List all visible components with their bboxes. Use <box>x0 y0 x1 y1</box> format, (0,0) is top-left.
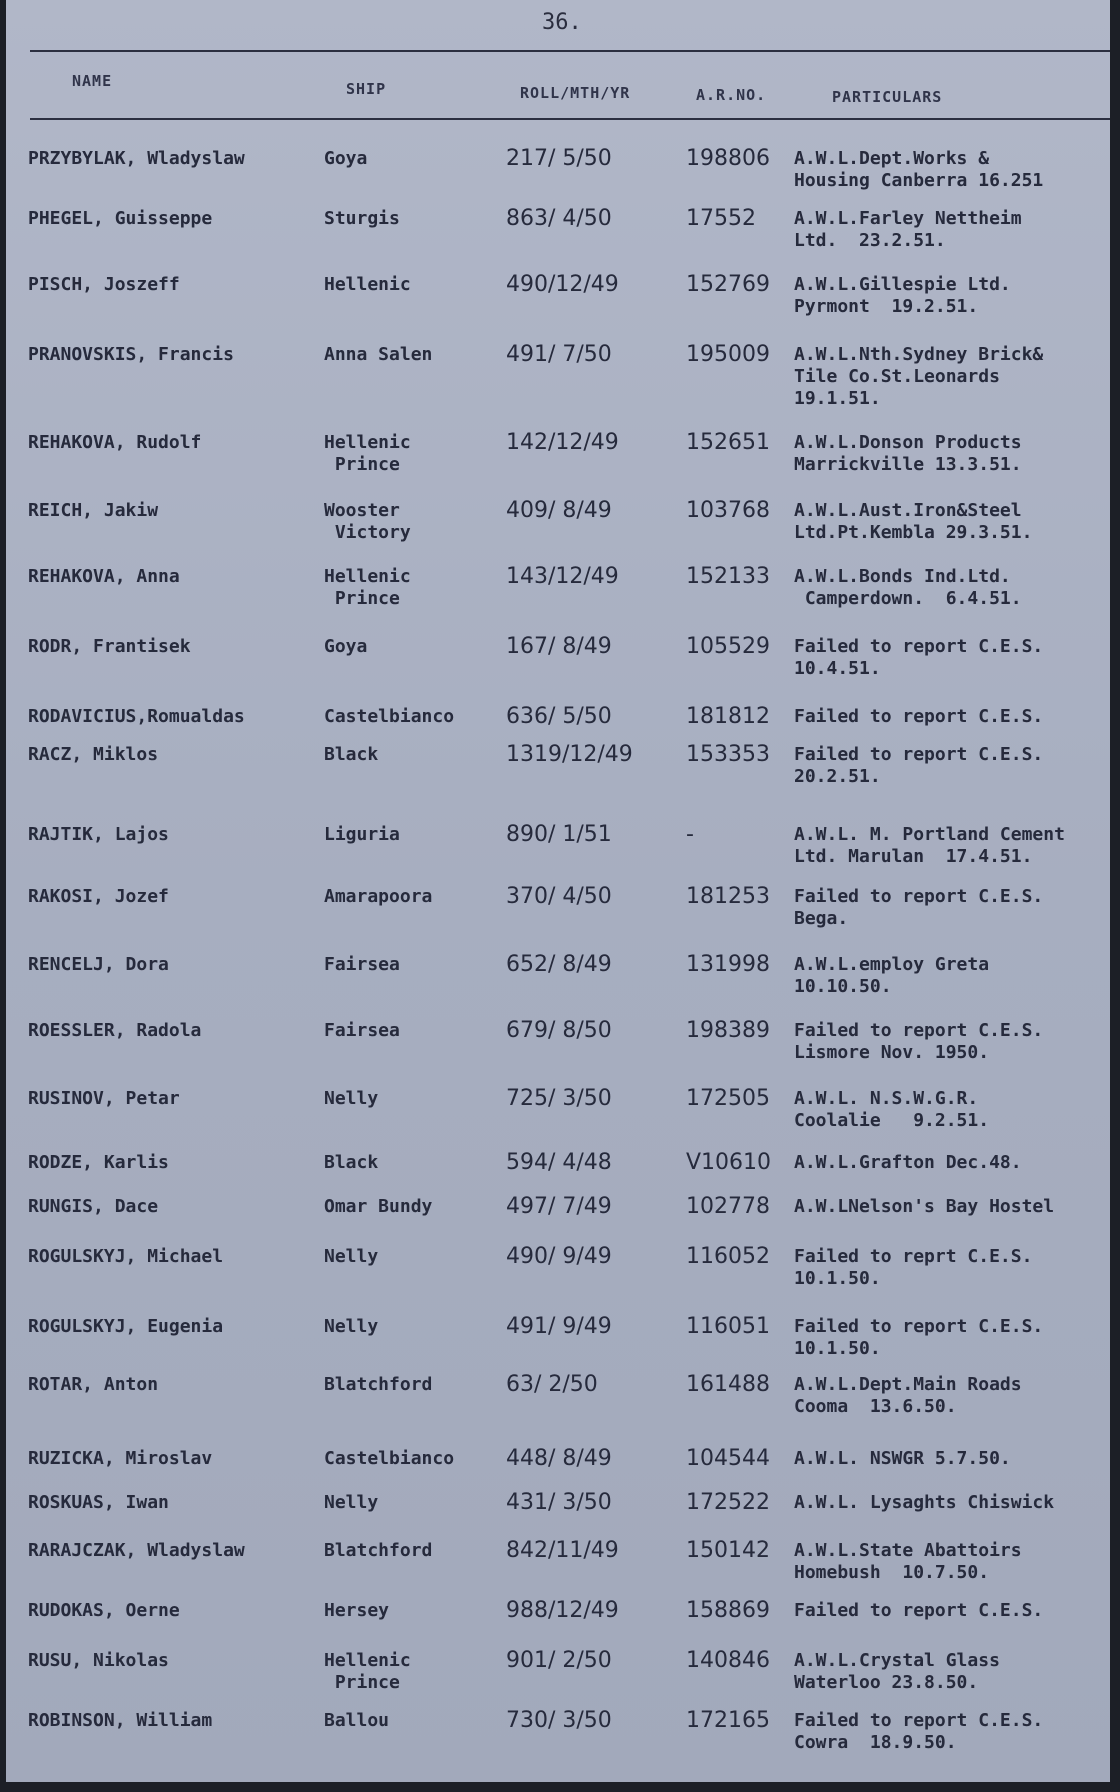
particulars-cell: Failed to report C.E.S. <box>794 706 1044 727</box>
particulars-cell: Failed to reprt C.E.S. 10.1.50. <box>794 1246 1033 1289</box>
ship-cell: Nelly <box>324 1088 379 1109</box>
header-ar-no: A.R.NO. <box>696 86 767 104</box>
name-cell: RUNGIS, Dace <box>28 1196 159 1217</box>
ar-number-cell: V10610 <box>686 1150 772 1175</box>
ship-cell: Liguria <box>324 824 400 845</box>
roll-cell: 725/ 3/50 <box>506 1086 612 1111</box>
particulars-cell: Failed to report C.E.S. 10.1.50. <box>794 1316 1044 1359</box>
particulars-cell: Failed to report C.E.S. Bega. <box>794 886 1044 929</box>
name-cell: RACZ, Miklos <box>28 744 159 765</box>
roll-cell: 1319/12/49 <box>506 742 633 767</box>
ar-number-cell: 198806 <box>686 146 770 171</box>
ship-cell: Black <box>324 1152 379 1173</box>
ar-number-cell: 158869 <box>686 1598 770 1623</box>
name-cell: RUSINOV, Petar <box>28 1088 180 1109</box>
particulars-cell: A.W.L.Grafton Dec.48. <box>794 1152 1022 1173</box>
ship-cell: Blatchford <box>324 1540 433 1561</box>
name-cell: RODZE, Karlis <box>28 1152 169 1173</box>
ship-cell: Nelly <box>324 1316 379 1337</box>
ar-number-cell: 116051 <box>686 1314 770 1339</box>
roll-cell: 490/12/49 <box>506 272 619 297</box>
ar-number-cell: 150142 <box>686 1538 770 1563</box>
roll-cell: 988/12/49 <box>506 1598 619 1623</box>
ar-number-cell: 152133 <box>686 564 770 589</box>
ar-number-cell: 172522 <box>686 1490 770 1515</box>
name-cell: RUSU, Nikolas <box>28 1650 169 1671</box>
ar-number-cell: 172165 <box>686 1708 770 1733</box>
particulars-cell: A.W.L. M. Portland Cement Ltd. Marulan 17.4.51. <box>794 824 1065 867</box>
particulars-cell: Failed to report C.E.S. 20.2.51. <box>794 744 1044 787</box>
ar-number-cell: 152769 <box>686 272 770 297</box>
particulars-cell: A.W.L.Farley Nettheim Ltd. 23.2.51. <box>794 208 1022 251</box>
roll-cell: 901/ 2/50 <box>506 1648 612 1673</box>
particulars-cell: A.W.L.Aust.Iron&Steel Ltd.Pt.Kembla 29.3.51. <box>794 500 1033 543</box>
roll-cell: 497/ 7/49 <box>506 1194 612 1219</box>
name-cell: PHEGEL, Guisseppe <box>28 208 213 229</box>
roll-cell: 490/ 9/49 <box>506 1244 612 1269</box>
roll-cell: 730/ 3/50 <box>506 1708 612 1733</box>
particulars-cell: A.W.LNelson's Bay Hostel <box>794 1196 1055 1217</box>
ship-cell: Ballou <box>324 1710 390 1731</box>
ship-cell: Goya <box>324 636 368 657</box>
ship-cell: Castelbianco <box>324 1448 455 1469</box>
roll-cell: 143/12/49 <box>506 564 619 589</box>
particulars-cell: A.W.L.Dept.Works & Housing Canberra 16.251 <box>794 148 1044 191</box>
ar-number-cell: 172505 <box>686 1086 770 1111</box>
name-cell: ROTAR, Anton <box>28 1374 159 1395</box>
ship-cell: Fairsea <box>324 1020 400 1041</box>
particulars-cell: Failed to report C.E.S. <box>794 1600 1044 1621</box>
page-number: 36. <box>542 10 582 35</box>
ar-number-cell: 152651 <box>686 430 770 455</box>
ship-cell: Fairsea <box>324 954 400 975</box>
name-cell: RUDOKAS, Oerne <box>28 1600 180 1621</box>
ar-number-cell: 181253 <box>686 884 770 909</box>
ship-cell: Hellenic Prince <box>324 432 411 475</box>
ship-cell: Hellenic Prince <box>324 566 411 609</box>
particulars-cell: A.W.L.employ Greta 10.10.50. <box>794 954 990 997</box>
ar-number-cell: 161488 <box>686 1372 770 1397</box>
name-cell: RODR, Frantisek <box>28 636 191 657</box>
ship-cell: Black <box>324 744 379 765</box>
ship-cell: Sturgis <box>324 208 400 229</box>
ship-cell: Blatchford <box>324 1374 433 1395</box>
roll-cell: 491/ 9/49 <box>506 1314 612 1339</box>
name-cell: PRZYBYLAK, Wladyslaw <box>28 148 245 169</box>
particulars-cell: A.W.L.Nth.Sydney Brick& Tile Co.St.Leonards 19.1.51. <box>794 344 1044 409</box>
name-cell: ROSKUAS, Iwan <box>28 1492 169 1513</box>
ship-cell: Wooster Victory <box>324 500 411 543</box>
particulars-cell: A.W.L.Dept.Main Roads Cooma 13.6.50. <box>794 1374 1022 1417</box>
header-particulars: PARTICULARS <box>832 88 943 106</box>
header-roll: ROLL/MTH/YR <box>520 84 631 102</box>
name-cell: RAKOSI, Jozef <box>28 886 169 907</box>
name-cell: REICH, Jakiw <box>28 500 159 521</box>
ar-number-cell: 153353 <box>686 742 770 767</box>
roll-cell: 448/ 8/49 <box>506 1446 612 1471</box>
name-cell: ROGULSKYJ, Eugenia <box>28 1316 224 1337</box>
particulars-cell: A.W.L. Lysaghts Chiswick <box>794 1492 1055 1513</box>
ship-cell: Hersey <box>324 1600 390 1621</box>
particulars-cell: Failed to report C.E.S. Cowra 18.9.50. <box>794 1710 1044 1753</box>
roll-cell: 409/ 8/49 <box>506 498 612 523</box>
particulars-cell: Failed to report C.E.S. 10.4.51. <box>794 636 1044 679</box>
name-cell: ROESSLER, Radola <box>28 1020 202 1041</box>
particulars-cell: A.W.L.Crystal Glass Waterloo 23.8.50. <box>794 1650 1000 1693</box>
ar-number-cell: 102778 <box>686 1194 770 1219</box>
roll-cell: 636/ 5/50 <box>506 704 612 729</box>
name-cell: REHAKOVA, Rudolf <box>28 432 202 453</box>
ship-cell: Anna Salen <box>324 344 433 365</box>
header-ship: SHIP <box>346 80 387 98</box>
ship-cell: Hellenic <box>324 274 411 295</box>
ship-cell: Nelly <box>324 1492 379 1513</box>
roll-cell: 142/12/49 <box>506 430 619 455</box>
ar-number-cell: 116052 <box>686 1244 770 1269</box>
ship-cell: Hellenic Prince <box>324 1650 411 1693</box>
ship-cell: Nelly <box>324 1246 379 1267</box>
roll-cell: 594/ 4/48 <box>506 1150 612 1175</box>
ar-number-cell: 103768 <box>686 498 770 523</box>
ar-number-cell: 105529 <box>686 634 770 659</box>
name-cell: ROBINSON, William <box>28 1710 213 1731</box>
ar-number-cell: 181812 <box>686 704 770 729</box>
header-bottom-rule <box>30 118 1110 120</box>
name-cell: RAJTIK, Lajos <box>28 824 169 845</box>
roll-cell: 217/ 5/50 <box>506 146 612 171</box>
roll-cell: 63/ 2/50 <box>506 1372 598 1397</box>
particulars-cell: A.W.L. N.S.W.G.R. Coolalie 9.2.51. <box>794 1088 990 1131</box>
ar-number-cell: 195009 <box>686 342 770 367</box>
name-cell: RODAVICIUS,Romualdas <box>28 706 245 727</box>
ar-number-cell: 104544 <box>686 1446 770 1471</box>
roll-cell: 167/ 8/49 <box>506 634 612 659</box>
ship-cell: Goya <box>324 148 368 169</box>
particulars-cell: A.W.L.State Abattoirs Homebush 10.7.50. <box>794 1540 1022 1583</box>
header-name: NAME <box>72 72 113 90</box>
name-cell: REHAKOVA, Anna <box>28 566 180 587</box>
ar-number-cell: 140846 <box>686 1648 770 1673</box>
name-cell: PISCH, Joszeff <box>28 274 180 295</box>
particulars-cell: A.W.L.Bonds Ind.Ltd. Camperdown. 6.4.51. <box>794 566 1022 609</box>
ship-cell: Amarapoora <box>324 886 433 907</box>
name-cell: RARAJCZAK, Wladyslaw <box>28 1540 245 1561</box>
roll-cell: 679/ 8/50 <box>506 1018 612 1043</box>
roll-cell: 842/11/49 <box>506 1538 619 1563</box>
particulars-cell: Failed to report C.E.S. Lismore Nov. 1950. <box>794 1020 1044 1063</box>
ar-number-cell: 17552 <box>686 206 756 231</box>
roll-cell: 652/ 8/49 <box>506 952 612 977</box>
roll-cell: 890/ 1/51 <box>506 822 612 847</box>
name-cell: RUZICKA, Miroslav <box>28 1448 213 1469</box>
ar-number-cell: 198389 <box>686 1018 770 1043</box>
document-page <box>6 0 1110 1782</box>
roll-cell: 863/ 4/50 <box>506 206 612 231</box>
particulars-cell: A.W.L. NSWGR 5.7.50. <box>794 1448 1011 1469</box>
name-cell: PRANOVSKIS, Francis <box>28 344 234 365</box>
name-cell: RENCELJ, Dora <box>28 954 169 975</box>
ar-number-cell: 131998 <box>686 952 770 977</box>
name-cell: ROGULSKYJ, Michael <box>28 1246 224 1267</box>
ship-cell: Castelbianco <box>324 706 455 727</box>
header-top-rule <box>30 50 1110 52</box>
roll-cell: 370/ 4/50 <box>506 884 612 909</box>
roll-cell: 431/ 3/50 <box>506 1490 612 1515</box>
ar-number-cell: - <box>686 822 694 847</box>
particulars-cell: A.W.L.Donson Products Marrickville 13.3.51. <box>794 432 1022 475</box>
particulars-cell: A.W.L.Gillespie Ltd. Pyrmont 19.2.51. <box>794 274 1011 317</box>
roll-cell: 491/ 7/50 <box>506 342 612 367</box>
ship-cell: Omar Bundy <box>324 1196 433 1217</box>
